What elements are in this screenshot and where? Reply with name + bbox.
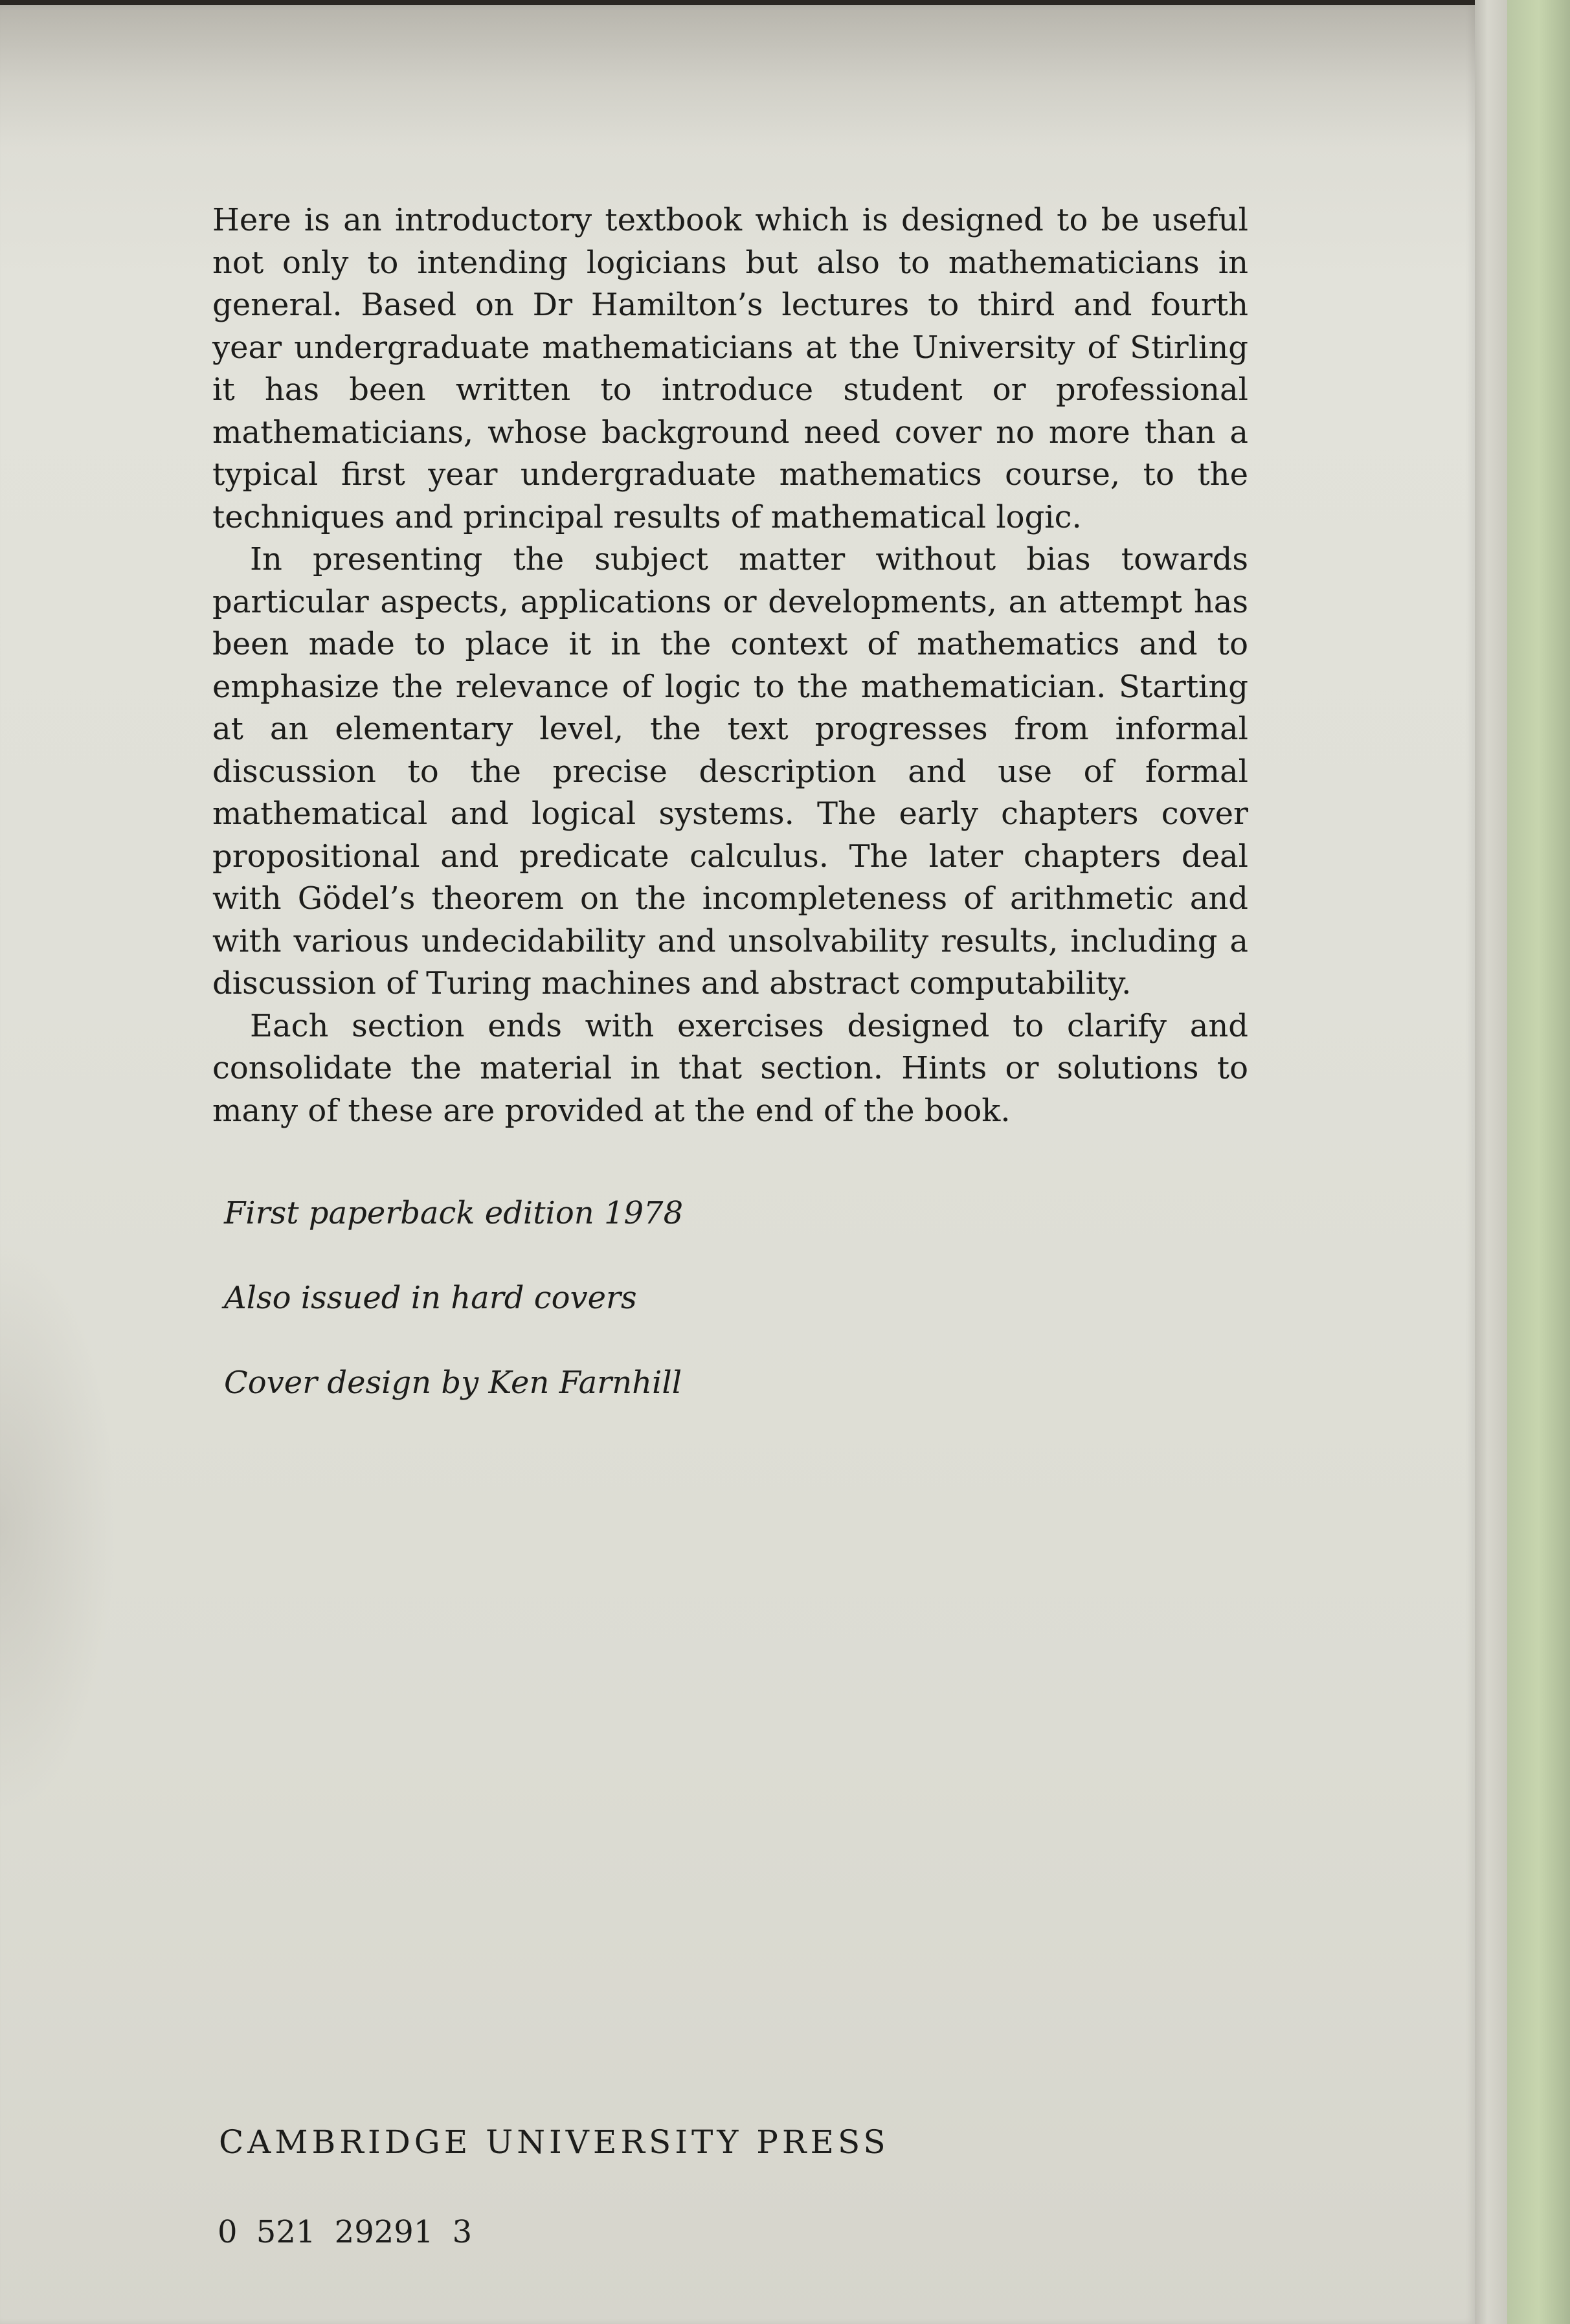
blurb-text bbox=[212, 199, 1248, 1132]
publisher-name: CAMBRIDGE UNIVERSITY PRESS bbox=[219, 2123, 890, 2161]
edition-note: First paperback edition 1978 bbox=[224, 1195, 684, 1231]
cover-design-credit: Cover design by Ken Farnhill bbox=[224, 1365, 682, 1401]
blurb-paragraph-2: In presenting the subject matter without bias towards particular aspects, applications or developments, an attempt has been made to place it in the context of mathematics and to emphasize the relevance of logic to the mathematician. Starting at an elementary level, the text progresses from informal discussion to the precise description and use of formal mathematical and logical systems. The early chapters cover propositional and predicate calculus. The later chapters deal with Gödel’s theorem on the incompleteness of arithmetic and with various undecidability and unsolvability results, including a discussion of Turing machines and abstract computability. bbox=[212, 541, 1248, 1001]
blurb-paragraph-3: Each section ends with exercises designed to clarify and consolidate the material in that section. Hints or solutions to many of these are provided at the end of the book. bbox=[212, 1007, 1248, 1129]
page-edge bbox=[1475, 0, 1507, 2324]
hardcover-note: Also issued in hard covers bbox=[224, 1280, 637, 1316]
spine-strip bbox=[1507, 0, 1570, 2324]
isbn-number: 0 521 29291 3 bbox=[218, 2214, 473, 2250]
edition-notes bbox=[224, 1187, 683, 1442]
water-stain-left bbox=[0, 1235, 117, 1818]
back-cover bbox=[0, 5, 1475, 2324]
water-stain-top bbox=[0, 5, 1475, 148]
blurb-paragraph-1: Here is an introductory textbook which is designed to be useful not only to intending logicians but also to mathematicians in general. Based on Dr Hamilton’s lectures to third and fourth year undergraduate mathematicians at the University of Stirling it has been written to introduce student or professional mathematicians, whose background need cover no more than a typical first year undergraduate mathematics course, to the techniques and principal results of mathematical logic. bbox=[212, 202, 1248, 535]
